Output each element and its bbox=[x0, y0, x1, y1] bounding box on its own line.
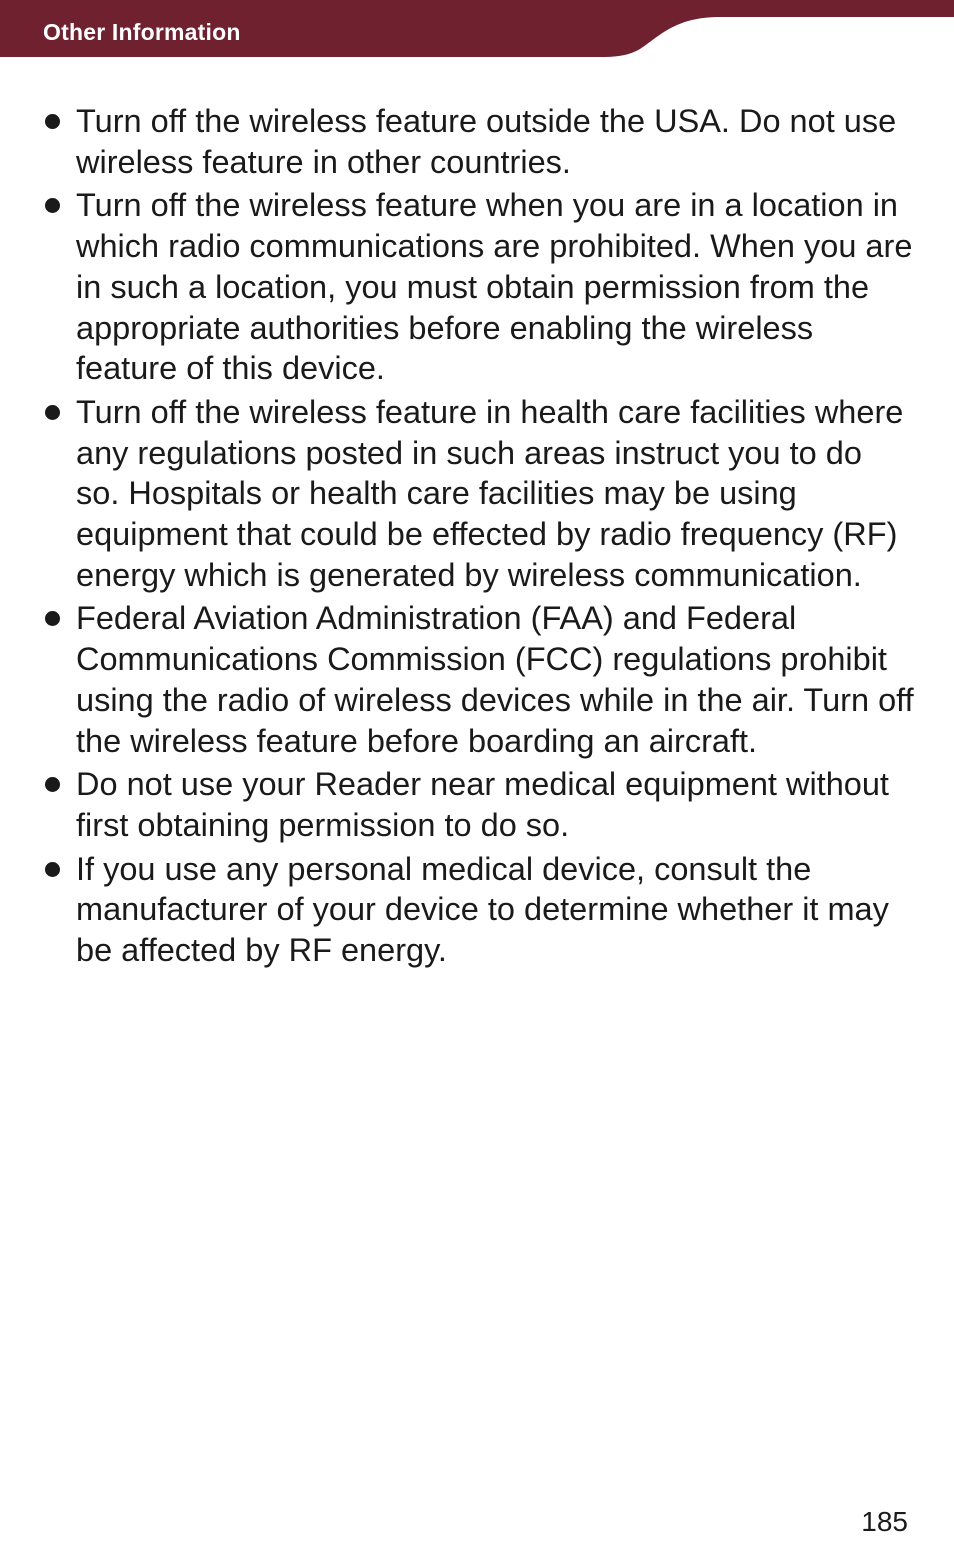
list-item bbox=[0, 101, 954, 182]
bullet-icon bbox=[45, 405, 60, 420]
bullet-icon bbox=[45, 862, 60, 877]
bullet-icon bbox=[45, 777, 60, 792]
section-title: Other Information bbox=[43, 19, 241, 45]
section-header-bar bbox=[0, 0, 954, 58]
list-item-text: Do not use your Reader near medical equipment without first obtaining permission to do so. bbox=[76, 766, 889, 843]
bullet-icon bbox=[45, 198, 60, 213]
list-item-text: Turn off the wireless feature when you are in a location in which radio communications are prohibited. When you are in such a location, you must obtain permission from the appropriate authorities before enabling the wireless feature of this device. bbox=[76, 187, 913, 387]
wireless-safety-list bbox=[0, 101, 954, 974]
list-item-text: Turn off the wireless feature in health care facilities where any regulations posted in such areas instruct you to do so. Hospitals or health care facilities may be using equipment that could be effected by radio frequency (RF) energy which is generated by wireless communication. bbox=[76, 393, 904, 593]
list-item-text: If you use any personal medical device, consult the manufacturer of your device to determine whether it may be affected by RF energy. bbox=[76, 850, 889, 969]
list-item bbox=[0, 849, 954, 971]
list-item bbox=[0, 764, 954, 845]
list-item bbox=[0, 392, 954, 596]
page-number: 185 bbox=[861, 1506, 908, 1537]
bullet-icon bbox=[45, 114, 60, 129]
list-item bbox=[0, 185, 954, 389]
bullet-icon bbox=[45, 611, 60, 626]
list-item-text: Turn off the wireless feature outside the USA. Do not use wireless feature in other countries. bbox=[76, 103, 897, 180]
list-item bbox=[0, 598, 954, 761]
list-item-text: Federal Aviation Administration (FAA) and Federal Communications Commission (FCC) regulations prohibit using the radio of wireless devices while in the air. Turn off the wireless feature before boarding an aircraft. bbox=[76, 600, 914, 759]
